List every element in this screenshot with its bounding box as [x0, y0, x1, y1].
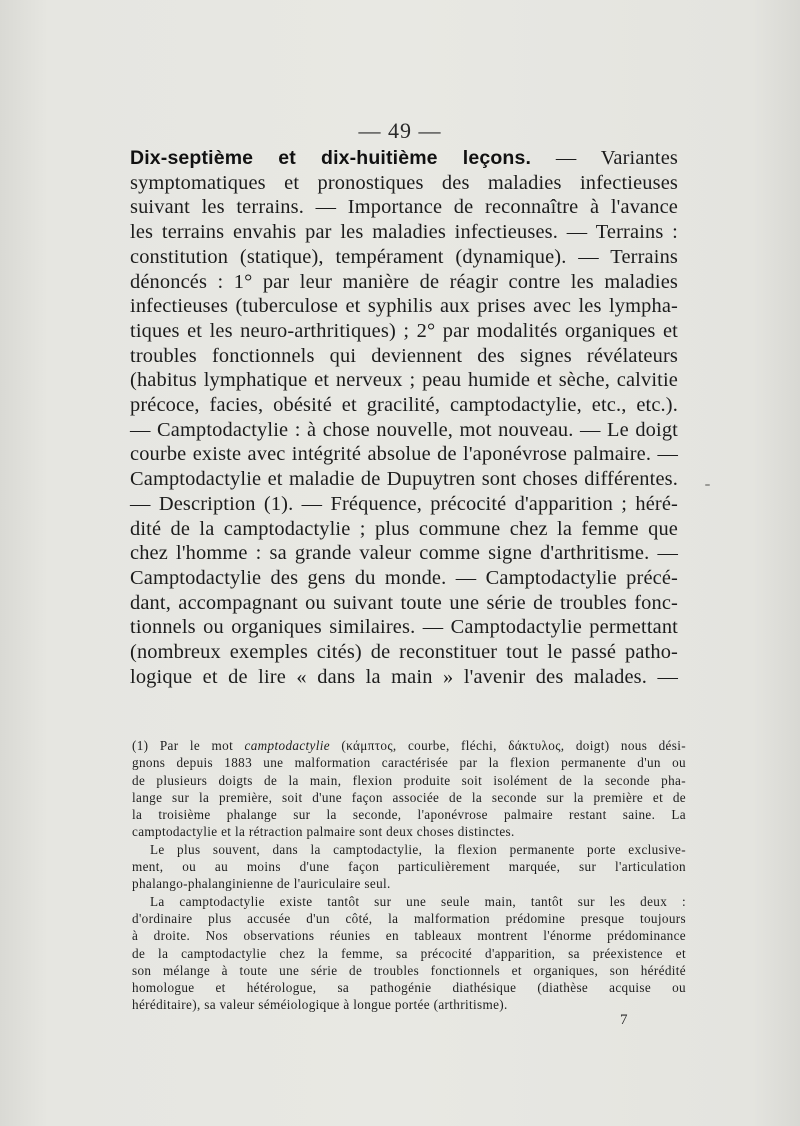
text-line: Camptodactylie et maladie de Dupuytren sont choses différentes. [130, 468, 678, 491]
text-line: tionnels ou organiques similaires. — Camptodactylie permettant [130, 616, 678, 639]
footnote-line: camptodactylie et la rétraction palmaire sont deux choses distinctes. [132, 824, 515, 840]
text-line: troubles fonctionnels qui deviennent des signes révélateurs [130, 344, 678, 367]
text-line: dénoncés : 1° par leur manière de réagir contre les maladies [130, 270, 678, 293]
text-line: logique et de lire « dans la main » l'avenir des malades. — [130, 665, 678, 688]
print-speck [705, 484, 710, 486]
text-line: tiques et les neuro-arthritiques) ; 2° par modalités organiques et [130, 319, 678, 342]
footnote-line: La camptodactylie existe tantôt sur une seule main, tantôt sur les deux : [150, 893, 686, 909]
text-line [130, 146, 678, 171]
footnote-term: camptodactylie [244, 738, 330, 753]
text-line: — Description (1). — Fréquence, précocité d'apparition ; héré- [130, 492, 678, 515]
footnote-line: son mélange à toute une série de troubles fonctionnels et organiques, son hérédité [132, 962, 686, 978]
footnote-line: homologue et hétérologue, sa pathogénie diathésique (diathèse acquise ou [132, 980, 686, 996]
footnote-line: de plusieurs doigts de la main, flexion produite soit isolément de la seconde pha- [132, 772, 686, 788]
footnote-line: lange sur la première, soit d'une façon associée de la seconde sur la première et de [132, 789, 686, 805]
footnote-line: phalango-phalanginienne de l'auriculaire seul. [132, 876, 391, 892]
text-line: courbe existe avec intégrité absolue de l'aponévrose palmaire. — [130, 443, 678, 466]
text-line: précoce, facies, obésité et gracilité, camptodactylie, etc., etc.). [130, 394, 678, 417]
text-line: chez l'homme : sa grande valeur comme signe d'arthritisme. — [130, 542, 678, 565]
text-line: infectieuses (tuberculose et syphilis aux prises avec les lympha- [130, 295, 678, 318]
footnote-line: gnons depuis 1883 une malformation caractérisée par la flexion permanente d'un ou [132, 755, 686, 771]
text-line: dant, accompagnant ou suivant toute une série de troubles fonc- [130, 591, 678, 614]
text-line: (habitus lymphatique et nerveux ; peau humide et sèche, calvitie [130, 369, 678, 392]
footnote-line: de la camptodactylie chez la femme, sa précocité d'apparition, sa préexistence et [132, 945, 686, 961]
footnote-marker: (1) Par le mot [132, 738, 245, 753]
text-line: les terrains envahis par les maladies infectieuses. — Terrains : [130, 221, 678, 244]
lesson-heading: Dix-septième et dix-huitième leçons. [130, 147, 532, 169]
footnote-line: Le plus souvent, dans la camptodactylie, la flexion permanente porte exclusive- [150, 841, 686, 857]
text-line: suivant les terrains. — Importance de reconnaître à l'avance [130, 196, 678, 219]
text-line: — Camptodactylie : à chose nouvelle, mot nouveau. — Le doigt [130, 418, 678, 441]
text-line: Camptodactylie des gens du monde. — Camptodactylie précé- [130, 566, 678, 589]
text-line: (nombreux exemples cités) de reconstituer tout le passé patho- [130, 641, 678, 664]
footnote-line: à droite. Nos observations réunies en tableaux montrent l'énorme prédominance [132, 928, 686, 944]
footnote-line [132, 737, 686, 754]
footnote-line: ment, ou au moins d'une façon particulièrement marquée, sur l'articulation [132, 859, 686, 875]
page-number: — 49 — [358, 118, 442, 143]
text-line: symptomatiques et pronostiques des maladies infectieuses [130, 171, 678, 194]
footnote-fragment: (κάμπτος, courbe, fléchi, δάκτυλος, doigt) nous dési- [330, 738, 687, 753]
text-line: constitution (statique), tempérament (dynamique). — Terrains [130, 245, 678, 268]
lesson-summary-text [130, 146, 678, 689]
signature-mark: 7 [620, 1012, 628, 1028]
footnote-line: héréditaire), sa valeur séméiologique à longue portée (arthritisme). [132, 997, 508, 1013]
footnote-line: d'ordinaire plus accusée d'un côté, la malformation prédomine presque toujours [132, 910, 686, 926]
text-line-fragment: — Variantes [531, 147, 678, 169]
footnote [132, 737, 686, 1014]
footnote-line: la troisième phalange sur la seconde, l'aponévrose palmaire restant saine. La [132, 807, 686, 823]
text-line: dité de la camptodactylie ; plus commune chez la femme que [130, 517, 678, 540]
